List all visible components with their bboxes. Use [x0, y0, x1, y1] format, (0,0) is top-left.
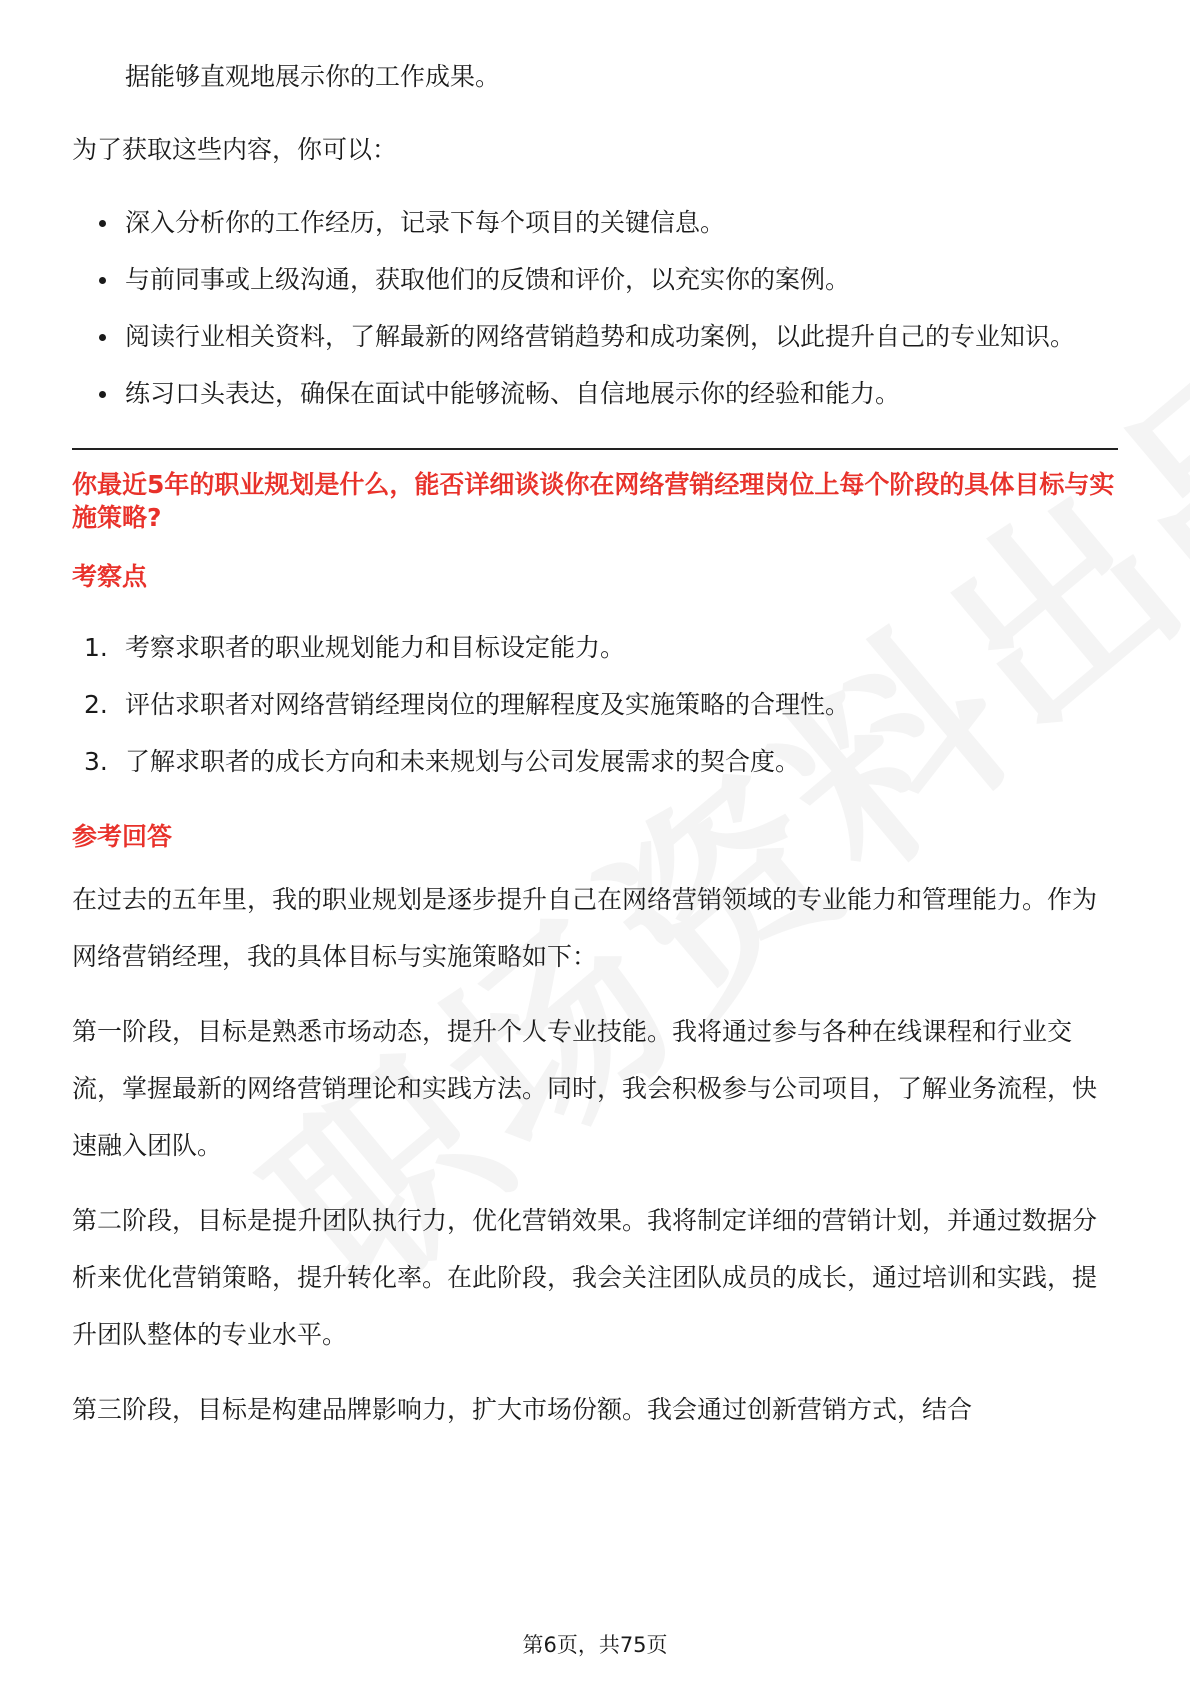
- question-title: 你最近5年的职业规划是什么，能否详细谈谈你在网络营销经理岗位上每个阶段的具体目标与实施策略?: [72, 470, 1115, 532]
- answer-heading: 参考回答: [72, 822, 173, 851]
- intro-continuation: 据能够直观地展示你的工作成果。: [125, 62, 501, 91]
- section-divider: [72, 448, 1118, 450]
- answer-paragraph: 在过去的五年里，我的职业规划是逐步提升自己在网络营销领域的专业能力和管理能力。作为网络营销经理，我的具体目标与实施策略如下：: [72, 885, 1098, 971]
- list-item: 深入分析你的工作经历，记录下每个项目的关键信息。: [72, 194, 1118, 251]
- list-text: 考察求职者的职业规划能力和目标设定能力。: [125, 633, 626, 662]
- tips-list: [72, 194, 1118, 422]
- list-item: [72, 619, 1118, 676]
- answer-paragraph: 第三阶段，目标是构建品牌影响力，扩大市场份额。我会通过创新营销方式，结合: [72, 1395, 973, 1424]
- examine-points-list: [72, 619, 1118, 790]
- examine-heading: 考察点: [72, 562, 148, 591]
- intro-lead: 为了获取这些内容，你可以：: [72, 135, 398, 164]
- list-item: [72, 733, 1118, 790]
- list-number: 3.: [84, 747, 108, 776]
- list-item: 与前同事或上级沟通，获取他们的反馈和评价，以充实你的案例。: [72, 251, 1118, 308]
- list-number: 2.: [84, 690, 108, 719]
- list-text: 了解求职者的成长方向和未来规划与公司发展需求的契合度。: [125, 747, 801, 776]
- page-number: 第6页，共75页: [522, 1633, 668, 1657]
- page-content: [72, 48, 1118, 1438]
- list-number: 1.: [84, 633, 108, 662]
- list-text: 评估求职者对网络营销经理岗位的理解程度及实施策略的合理性。: [125, 690, 851, 719]
- list-item: [72, 676, 1118, 733]
- list-item: 练习口头表达，确保在面试中能够流畅、自信地展示你的经验和能力。: [72, 365, 1118, 422]
- answer-paragraph: 第一阶段，目标是熟悉市场动态，提升个人专业技能。我将通过参与各种在线课程和行业交流，掌握最新的网络营销理论和实践方法。同时，我会积极参与公司项目，了解业务流程，快速融入团队。: [72, 1017, 1098, 1160]
- answer-paragraph: 第二阶段，目标是提升团队执行力，优化营销效果。我将制定详细的营销计划，并通过数据分析来优化营销策略，提升转化率。在此阶段，我会关注团队成员的成长，通过培训和实践，提升团队整体的专业水平。: [72, 1206, 1098, 1349]
- list-item: 阅读行业相关资料，了解最新的网络营销趋势和成功案例，以此提升自己的专业知识。: [72, 308, 1118, 365]
